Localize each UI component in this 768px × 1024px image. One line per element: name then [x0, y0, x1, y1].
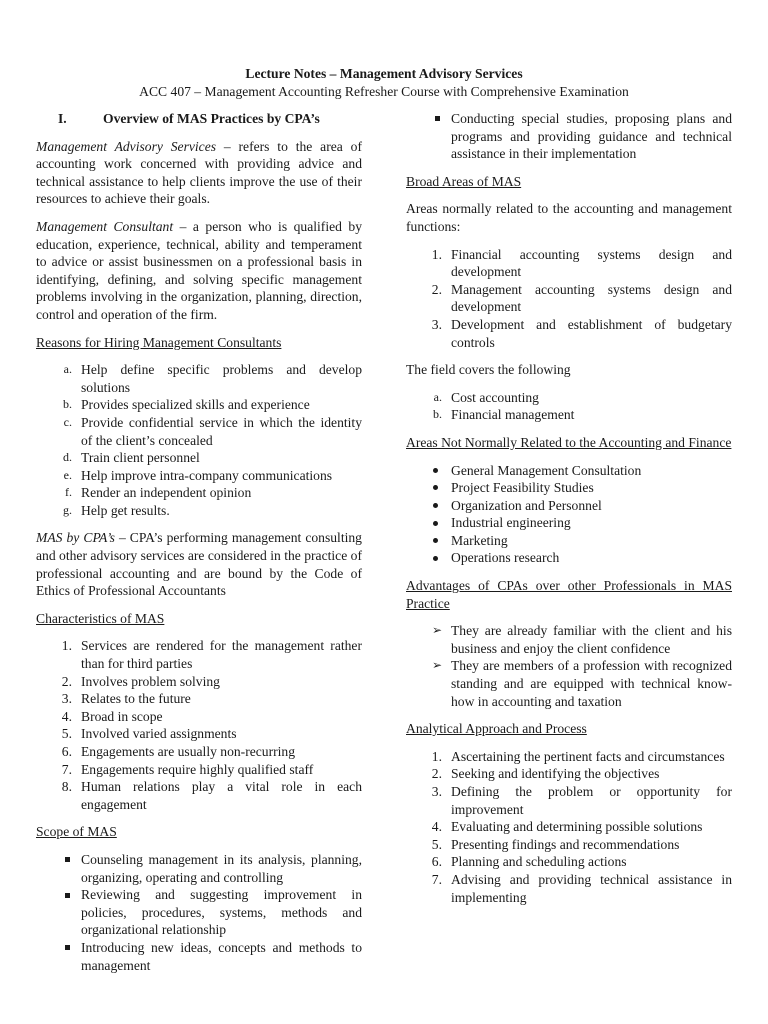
list-marker: 8.	[61, 779, 72, 795]
list-item	[406, 818, 732, 836]
list-marker: 1.	[431, 246, 442, 262]
document-subtitle: ACC 407 – Management Accounting Refresher Course with Comprehensive Examination	[139, 83, 629, 99]
list-item	[36, 673, 362, 691]
list-marker: 7.	[61, 761, 72, 777]
list-item-text: Cost accounting	[451, 389, 539, 405]
list-item	[36, 690, 362, 708]
advantages-heading: Advantages of CPAs over other Professionals in MAS Practice	[406, 578, 732, 611]
list-item-text: Development and establishment of budgetary controls	[451, 316, 732, 350]
list-item	[406, 532, 732, 550]
list-item-text: They are members of a profession with recognized standing and are equipped with technical know-how in accounting and taxation	[451, 658, 732, 709]
list-marker: g.	[63, 502, 72, 517]
list-item	[406, 765, 732, 783]
list-item-text: Reviewing and suggesting improvement in policies, procedures, systems, methods and organizational relationship	[81, 887, 362, 938]
list-item-text: Management accounting systems design and development	[451, 281, 732, 315]
not-related-list	[406, 462, 732, 568]
list-item-text: Defining the problem or opportunity for improvement	[451, 784, 732, 817]
list-marker: 2.	[431, 766, 442, 782]
list-item	[406, 281, 732, 316]
list-item	[406, 514, 732, 532]
list-marker: 5.	[61, 726, 72, 742]
list-item-text: Train client personnel	[81, 450, 200, 466]
list-marker: b.	[63, 397, 72, 412]
list-item-text: They are already familiar with the client and his business and enjoy the client confidence	[451, 623, 732, 656]
list-item	[36, 743, 362, 761]
list-item	[406, 406, 732, 424]
list-marker: d.	[63, 450, 72, 465]
arrow-bullet-icon: ➢	[431, 658, 442, 673]
list-item-text: Industrial engineering	[451, 515, 571, 531]
bullet-icon	[406, 479, 451, 497]
definition-text: – a person who is qualified by education, experience, technical, ability and temperament to advice or assist businessmen on a professional basis in identifying, defining, and solving specific management problems involving in the organization, planning, direction, control and operation of the firm.	[36, 218, 363, 322]
list-marker: 6.	[61, 744, 72, 759]
bullet-icon	[406, 497, 451, 515]
list-item	[36, 467, 362, 485]
list-item	[406, 389, 732, 407]
list-marker: f.	[65, 485, 72, 500]
square-bullet-icon	[406, 110, 451, 128]
list-item-text: General Management Consultation	[451, 462, 642, 478]
list-item	[406, 853, 732, 871]
list-marker: 3.	[61, 691, 72, 707]
list-item-text: Operations research	[451, 550, 560, 566]
characteristics-list	[36, 637, 362, 813]
list-item	[36, 886, 362, 939]
list-item	[36, 851, 362, 886]
list-item-text: Engagements are usually non-recurring	[81, 744, 296, 759]
list-item	[36, 725, 362, 743]
list-marker: 1.	[61, 638, 72, 654]
list-item	[406, 836, 732, 854]
list-item	[36, 449, 362, 467]
list-item	[36, 778, 362, 813]
section-title: Overview of MAS Practices by CPA’s	[103, 111, 320, 126]
bullet-icon	[406, 549, 451, 567]
list-item-text: Relates to the future	[81, 691, 191, 707]
list-item	[36, 396, 362, 414]
list-marker: 3.	[431, 784, 442, 799]
list-item	[406, 462, 732, 480]
field-list	[406, 389, 732, 424]
scope-list	[36, 851, 362, 974]
list-item	[406, 657, 732, 710]
list-item	[406, 549, 732, 567]
broad-areas-heading: Broad Areas of MAS	[406, 173, 522, 189]
list-item-text: Human relations play a vital role in each engagement	[81, 779, 362, 812]
square-bullet-icon	[36, 851, 81, 869]
mas-definition	[36, 138, 362, 208]
list-marker: 4.	[61, 708, 72, 724]
consultant-definition	[36, 218, 362, 324]
list-item-text: Conducting special studies, proposing plans and programs and providing guidance and technical assistance in their implementation	[451, 111, 732, 162]
list-item-text: Help get results.	[81, 502, 170, 518]
right-column	[406, 110, 732, 916]
list-item-text: Broad in scope	[81, 708, 163, 724]
list-item-text: Counseling management in its analysis, planning, organizing, operating and controlling	[81, 851, 362, 885]
list-item	[406, 622, 732, 657]
list-item	[36, 637, 362, 672]
list-marker: c.	[63, 414, 72, 429]
list-item	[406, 316, 732, 351]
list-marker: b.	[433, 407, 442, 422]
list-item-text: Services are rendered for the management rather than for third parties	[81, 638, 362, 672]
scope-list-continued	[406, 110, 732, 163]
section-number: I.	[58, 111, 67, 126]
list-item-text: Planning and scheduling actions	[451, 854, 627, 870]
list-marker: 2.	[431, 281, 442, 297]
list-item	[36, 708, 362, 726]
document-title: Lecture Notes – Management Advisory Services	[245, 66, 523, 81]
bullet-icon	[406, 462, 451, 480]
list-marker: 5.	[431, 836, 442, 852]
list-marker: 2.	[61, 673, 72, 689]
definition-term: Management Consultant	[36, 218, 174, 234]
list-marker: 4.	[431, 819, 442, 835]
list-item-text: Involves problem solving	[81, 673, 220, 689]
arrow-bullet-icon: ➢	[431, 623, 442, 638]
list-item-text: Provides specialized skills and experience	[81, 397, 310, 413]
list-item-text: Involved varied assignments	[81, 726, 237, 742]
bullet-icon	[406, 532, 451, 550]
broad-areas-list	[406, 246, 732, 352]
square-bullet-icon	[36, 939, 81, 957]
left-column	[36, 110, 362, 984]
definition-term: Management Advisory Services	[36, 138, 217, 154]
field-intro: The field covers the following	[406, 362, 571, 378]
list-item	[36, 484, 362, 502]
analytical-list	[406, 748, 732, 906]
list-item	[406, 871, 732, 906]
list-item	[406, 479, 732, 497]
list-item	[36, 502, 362, 520]
list-marker: a.	[433, 389, 442, 404]
list-marker: a.	[63, 362, 72, 377]
list-item	[406, 497, 732, 515]
characteristics-heading: Characteristics of MAS	[36, 610, 165, 626]
list-item-text: Presenting findings and recommendations	[451, 836, 680, 852]
list-item	[36, 414, 362, 449]
reasons-heading: Reasons for Hiring Management Consultants	[36, 334, 282, 350]
not-related-heading: Areas Not Normally Related to the Accounting and Finance	[406, 434, 732, 450]
definition-text: – refers to the area of accounting work concerned with providing advice and technical assistance to help clients improve the use of their resources to achieve their goals.	[36, 138, 362, 207]
definition-text: – CPA’s performing management consulting and other advisory services are considered in the practice of professional accounting and are bound by the Code of Ethics of Professional Accountants	[36, 530, 362, 599]
list-item-text: Help define specific problems and develop solutions	[81, 362, 362, 395]
list-item-text: Financial accounting systems design and development	[451, 246, 732, 280]
list-item-text: Evaluating and determining possible solutions	[451, 819, 703, 835]
bullet-icon	[406, 514, 451, 532]
list-item-text: Project Feasibility Studies	[451, 480, 594, 496]
list-item-text: Engagements require highly qualified staff	[81, 761, 314, 777]
list-item	[36, 361, 362, 396]
list-marker: 6.	[431, 854, 442, 870]
mas-by-cpa-definition	[36, 529, 362, 599]
list-item-text: Financial management	[451, 407, 575, 423]
list-marker: e.	[63, 467, 72, 482]
list-item-text: Help improve intra-company communications	[81, 467, 333, 483]
list-item-text: Introducing new ideas, concepts and methods to management	[81, 939, 362, 973]
list-item	[406, 748, 732, 766]
list-item	[406, 783, 732, 818]
document-header	[0, 65, 768, 100]
list-item-text: Advising and providing technical assistance in implementing	[451, 871, 732, 905]
list-item	[406, 246, 732, 281]
definition-term: MAS by CPA’s	[36, 530, 115, 546]
list-item-text: Marketing	[451, 532, 508, 548]
reasons-list	[36, 361, 362, 519]
list-item	[36, 761, 362, 779]
list-marker: 3.	[431, 316, 442, 332]
list-item	[36, 939, 362, 974]
list-marker: 7.	[431, 871, 442, 887]
broad-areas-intro: Areas normally related to the accounting and management functions:	[406, 201, 732, 234]
square-bullet-icon	[36, 886, 81, 904]
list-marker: 1.	[431, 748, 442, 764]
list-item-text: Organization and Personnel	[451, 497, 602, 513]
list-item-text: Provide confidential service in which the identity of the client’s concealed	[81, 414, 362, 448]
section-heading	[36, 110, 362, 128]
scope-heading: Scope of MAS	[36, 824, 117, 840]
list-item-text: Ascertaining the pertinent facts and circumstances	[451, 748, 725, 764]
advantages-list	[406, 622, 732, 710]
analytical-heading: Analytical Approach and Process	[406, 721, 587, 737]
list-item-text: Seeking and identifying the objectives	[451, 766, 660, 782]
list-item-text: Render an independent opinion	[81, 485, 252, 501]
list-item	[406, 110, 732, 163]
